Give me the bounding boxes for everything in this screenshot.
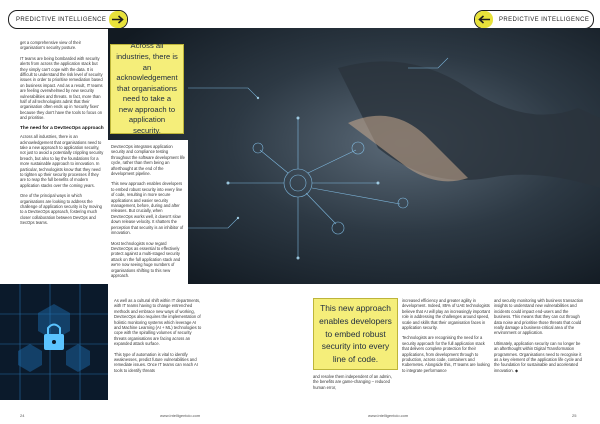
pull-quote-1 <box>110 41 184 136</box>
article-column-6 <box>494 298 584 378</box>
article-column-2 <box>108 140 188 285</box>
col1-paragraph: IT teams are being bombarded with security alerts from across the application stack but they simply can't cope with the data. It is difficult to understand the risk level of security issues in order to prioritise remediation based on business impact. And as a result, IT teams are feeling overwhelmed by new security vulnerabilities and threats. In fact, more than half of all technologists admit that their organisation often ends up in 'security fixes' because they don't have the tools to focus on and prioritise. <box>20 55 103 121</box>
pull-quote-1-text: Across all industries, there is an acknowledgement that organisations need to take a new approach to application security. <box>116 41 178 136</box>
article-column-3 <box>114 298 204 378</box>
pull-quote-2-text: This new approach enables developers to embed robust security into every line of code. <box>319 303 392 365</box>
col6-paragraph: Ultimately, application security can no longer be an afterthought within Digital Transformation programmes. Organisations need to recognise it as a key element of the application life cycle and the foundation for sustainable and accelerated innovation. ◆ <box>494 340 582 373</box>
arrow-left-icon <box>475 11 493 28</box>
col3-paragraph: As well as a cultural shift within IT departments, with IT teams having to change entrenched methods and embrace new ways of working, DevSecOps also requires the implementation of holistic monitoring systems which leverage AI and Machine Learning (AI + ML) technologies to cope with the spiralling volumes of security threats organisations are facing across an expanded attack surface. <box>114 298 202 347</box>
article-column-1 <box>20 40 104 231</box>
footer-url-right: www.intelligentcio.com <box>368 413 409 418</box>
shield-lock-image <box>0 284 108 400</box>
col1-paragraph: One of the principal ways in which organisations are looking to address the challenge of application security is by moving to a DevSecOps approach, fostering much closer collaboration between DevOps and SecOps teams. <box>20 193 102 226</box>
col5-paragraph: increased efficiency and greater agility in development. Indeed, 85% of UAE technologists believe that AI will play an increasingly important role in addressing the challenges around speed, scale and skills that their organisation faces in application security. <box>402 298 490 331</box>
header-tab-right <box>474 10 594 29</box>
header-tab-left <box>8 10 128 29</box>
col6-paragraph: and security monitoring with business transaction insights to understand new vulnerabilities and incidents could impact end-users and the business. This means that they can cut through data noise and prioritise those threats that could really damage a business-critical area of the environment or application. <box>494 298 584 336</box>
footer-url-left: www.intelligentcio.com <box>160 413 201 418</box>
col3-paragraph: This type of automation is vital to identify weaknesses, predict future vulnerabilities and remediate issues. Once IT teams can reach AI tools to identify threats <box>114 351 198 373</box>
col2-paragraph: Most technologists now regard DevSecOps as essential to effectively protect against a multi-staged security attack on the full application stack and we're now seeing huge numbers of organisations shifting to this new approach. <box>111 240 181 278</box>
article-column-4 <box>313 374 398 395</box>
page-number-right: 25 <box>572 413 577 418</box>
page-number-left: 24 <box>20 413 25 418</box>
col4-paragraph: and resolve them independent of an admin, the benefits are game-changing – reduced human error, <box>313 374 392 390</box>
col2-paragraph: DevSecOps integrates application security and compliance testing throughout the software development life cycle, rather than them being an afterthought at the end of the development pipeline. <box>111 144 185 177</box>
header-label-right: PREDICTIVE INTELLIGENCE <box>499 16 590 23</box>
col1-paragraph: Across all industries, there is an acknowledgement that organisations need to take a new approach to application security, not just to avoid a potentially crippling security breach, but also to lay the foundations for a more sustainable approach to innovation. In particular, technologists know that they need to tighten up their security processes if they are to reap the full benefits of modern application stacks over the coming years. <box>20 134 104 188</box>
col1-paragraph: get a comprehensive view of their organisation's security posture. <box>20 40 81 51</box>
section-heading: The need for a DevSecOps approach <box>20 125 104 131</box>
col5-paragraph: Technologists are recognising the need for a security approach for the full application stack that delivers complete protection for their applications, from development through to production, across code, containers and Kubernetes. Alongside this, IT teams are looking to integrate performance <box>402 335 490 373</box>
arrow-right-icon <box>109 11 127 28</box>
article-column-5 <box>402 298 490 378</box>
col2-paragraph: This new approach enables developers to embed robust security into every line of code, resulting in more secure applications and easier security management, before, during and after releases. But crucially, when DevSecOps works well, it doesn't slow down release velocity. It shatters the perception that security is an inhibitor of innovation. <box>111 181 184 236</box>
header-label-left: PREDICTIVE INTELLIGENCE <box>16 16 107 23</box>
pull-quote-2 <box>313 298 398 370</box>
padlock-photo <box>0 284 108 400</box>
